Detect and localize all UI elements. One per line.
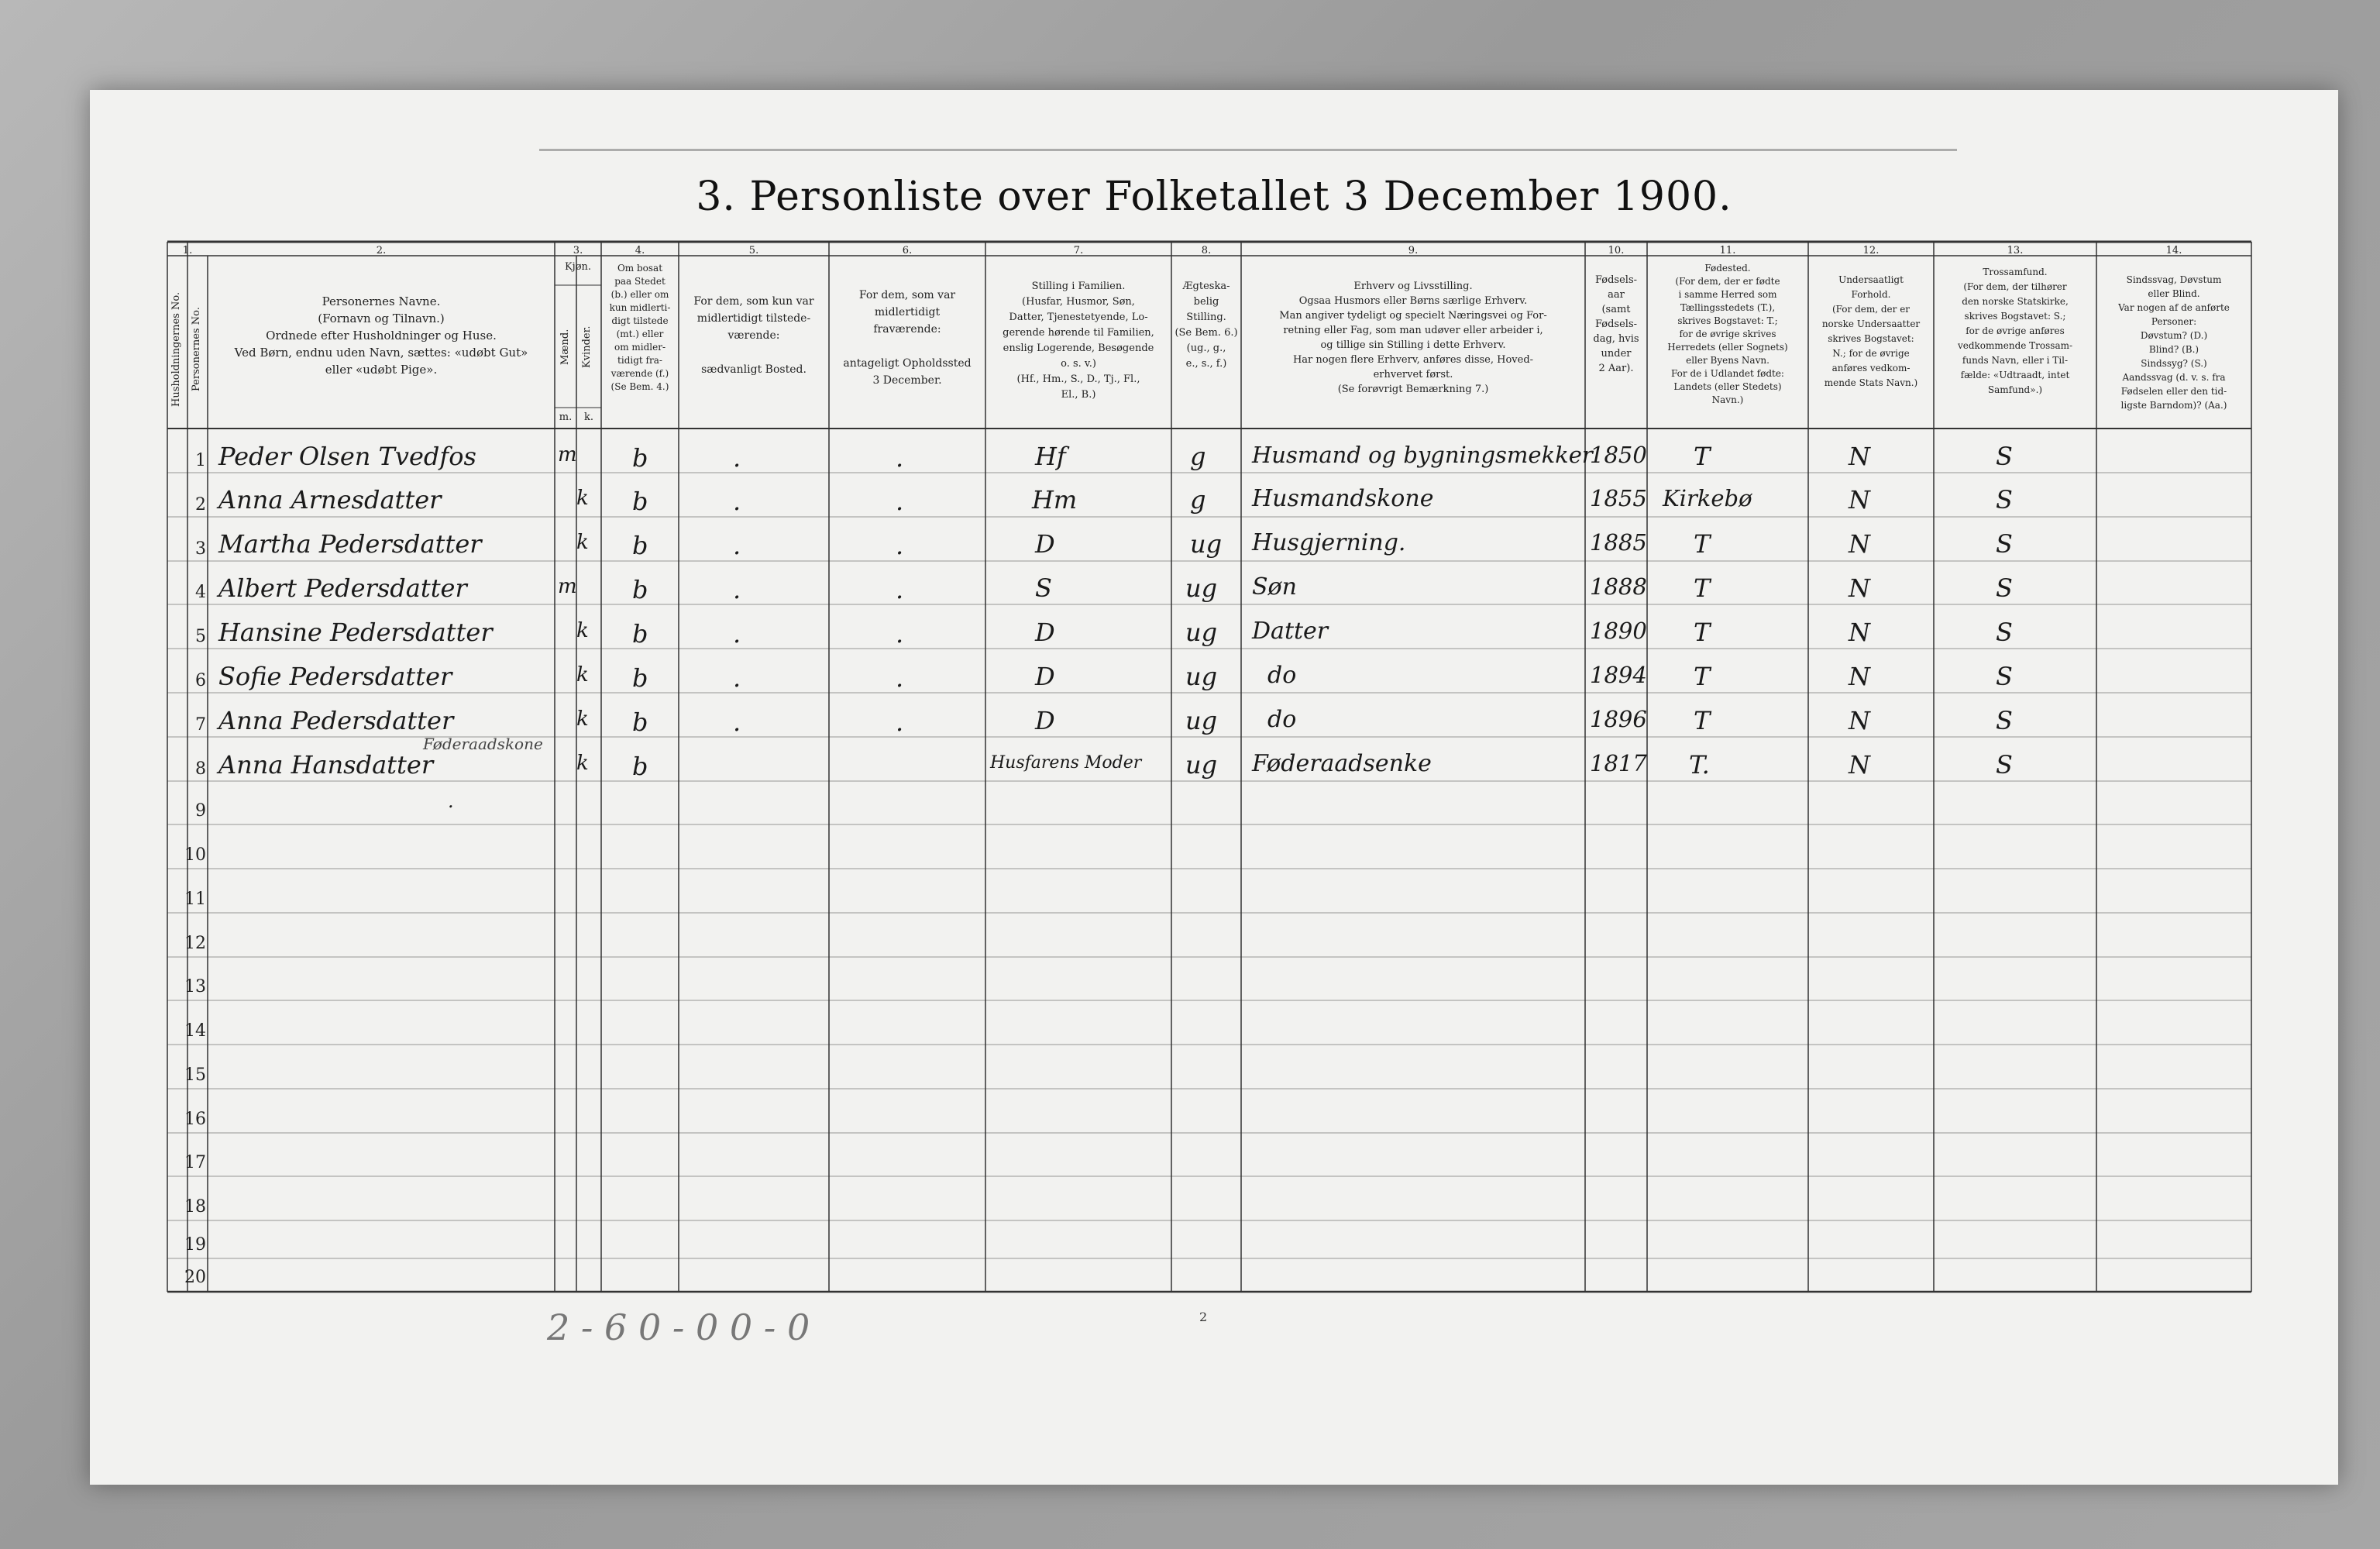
- row8-trossamfund: S: [1996, 750, 2013, 780]
- row8-bosat: b: [632, 752, 648, 781]
- colnum-2: 2.: [376, 245, 387, 256]
- colnum-12: 12.: [1862, 245, 1880, 256]
- row7-fodselsaar: 1896: [1590, 706, 1647, 732]
- row2-stilling: Hm: [1032, 485, 1078, 515]
- row7-col6: .: [896, 707, 904, 737]
- row7-col5: .: [733, 707, 741, 737]
- row8-undersaatlig: N: [1849, 750, 1870, 780]
- row-number-11: 11: [184, 890, 206, 909]
- row5-undersaatlig: N: [1849, 618, 1870, 647]
- row-number-3: 3: [195, 539, 206, 559]
- row4-trossamfund: S: [1996, 573, 2013, 603]
- header-m: m.: [559, 411, 573, 423]
- row1-erhverv: Husmand og bygningsmekker: [1252, 442, 1593, 468]
- row2-egteskab: g: [1190, 485, 1206, 515]
- header-k: k.: [583, 411, 593, 423]
- row4-fodested: T: [1694, 573, 1711, 603]
- row1-fodselsaar: 1850: [1590, 442, 1647, 468]
- row8-erhverv: Føderaadsenke: [1252, 750, 1432, 777]
- row5-col6: .: [896, 619, 904, 649]
- colnum-14: 14.: [2165, 245, 2182, 256]
- row-number-16: 16: [184, 1110, 206, 1129]
- footer-tally: 2 - 6 0 - 0 0 - 0: [547, 1306, 810, 1348]
- row-number-20: 20: [184, 1268, 206, 1287]
- row7-trossamfund: S: [1996, 706, 2013, 735]
- page-number: 2: [1199, 1310, 1208, 1324]
- row6-col6: .: [896, 663, 904, 693]
- row1-col5: .: [733, 443, 741, 473]
- row2-col6: .: [896, 487, 904, 516]
- header-undersaatlig: Undersaatligt Forhold. (For dem, der er norske Undersaatter skrives Bogstavet: N.; for de øvrige anføres vedkom- mende Stats Navn.): [1821, 274, 1921, 388]
- row8-name: Anna Hansdatter: [218, 750, 434, 780]
- row6-name: Sofie Pedersdatter: [218, 662, 452, 691]
- row5-kjon: k: [576, 619, 589, 642]
- row1-fodested: T: [1694, 442, 1711, 471]
- row7-erhverv: do: [1267, 706, 1297, 733]
- row6-egteskab: ug: [1185, 662, 1218, 691]
- row6-trossamfund: S: [1996, 662, 2013, 691]
- row6-fodselsaar: 1894: [1590, 662, 1647, 688]
- header-kjon: Kjøn.: [564, 261, 592, 273]
- row1-undersaatlig: N: [1849, 442, 1870, 471]
- row-number-2: 2: [195, 495, 206, 515]
- row8-kjon: k: [576, 752, 589, 775]
- row6-fodested: T: [1694, 662, 1711, 691]
- row9-dot: .: [448, 790, 454, 812]
- row5-col5: .: [733, 619, 741, 649]
- row7-name: Anna Pedersdatter: [218, 706, 454, 735]
- colnum-1: 1.: [182, 245, 193, 256]
- row1-name: Peder Olsen Tvedfos: [218, 442, 476, 471]
- row-number-4: 4: [195, 583, 206, 602]
- row3-name: Martha Pedersdatter: [218, 529, 482, 559]
- row8-fodselsaar: 1817: [1590, 750, 1647, 776]
- row-number-5: 5: [195, 627, 206, 646]
- row3-fodselsaar: 1885: [1590, 529, 1647, 556]
- row-number-1: 1: [195, 451, 206, 470]
- row3-undersaatlig: N: [1849, 529, 1870, 559]
- row2-col5: .: [733, 487, 741, 516]
- row4-erhverv: Søn: [1252, 573, 1297, 601]
- row5-fodested: T: [1694, 618, 1711, 647]
- row4-egteskab: ug: [1185, 573, 1218, 603]
- row5-trossamfund: S: [1996, 618, 2013, 647]
- row-number-18: 18: [184, 1197, 206, 1217]
- header-col5: For dem, som kun var midlertidigt tilstede- værende: sædvanligt Bosted.: [693, 295, 814, 376]
- colnum-7: 7.: [1073, 245, 1084, 256]
- row7-kjon: k: [576, 707, 589, 731]
- row1-bosat: b: [632, 443, 648, 473]
- row-number-7: 7: [195, 715, 206, 735]
- colnum-11: 11.: [1719, 245, 1736, 256]
- row7-bosat: b: [632, 707, 648, 737]
- row2-undersaatlig: N: [1849, 485, 1870, 515]
- colnum-3: 3.: [573, 245, 583, 256]
- row7-undersaatlig: N: [1849, 706, 1870, 735]
- row3-bosat: b: [632, 531, 648, 560]
- header-fodested: Fødested. (For dem, der er fødte i samme Herred som Tællingsstedets (T.), skrives Bogstavet: T.; for de øvrige skrives Herredets (eller Sognets) eller Byens Navn. For de i Udlandet fødte: Landets (eller Stedets) Navn.): [1667, 263, 1788, 405]
- row3-stilling: D: [1035, 529, 1055, 559]
- header-trossamfund: Trossamfund. (For dem, der tilhører den norske Statskirke, skrives Bogstavet: S.; for de øvrige anføres vedkommende Trossam- funds Navn, eller i Til- fælde: «Udtraadt, intet Samfund».): [1957, 267, 2073, 395]
- row-number-14: 14: [184, 1021, 206, 1041]
- header-husholdning-no: Husholdningernes No.: [170, 291, 182, 408]
- header-sindssvag: Sindssvag, Døvstum eller Blind. Var nogen af de anførte Personer: Døvstum? (D.) Blind? (B.) Sindssyg? (S.) Aandssvag (d. v. s. fra Fødselen eller den tid- ligste Barndom)? (Aa.): [2118, 274, 2230, 411]
- row2-bosat: b: [632, 487, 648, 516]
- row6-bosat: b: [632, 663, 648, 693]
- row4-name: Albert Pedersdatter: [218, 573, 467, 603]
- row2-erhverv: Husmandskone: [1252, 485, 1434, 512]
- row4-undersaatlig: N: [1849, 573, 1870, 603]
- row1-col6: .: [896, 443, 904, 473]
- row-number-19: 19: [184, 1235, 206, 1255]
- census-sheet: [90, 90, 2338, 1485]
- row8-egteskab: ug: [1185, 750, 1218, 780]
- header-person-no: Personernes No.: [191, 307, 202, 392]
- row8-stilling: Husfarens Moder: [990, 753, 1142, 773]
- row4-stilling: S: [1035, 573, 1052, 603]
- colnum-10: 10.: [1608, 245, 1625, 256]
- header-bosat: Om bosat paa Stedet (b.) eller om kun midlerti- digt tilstede (mt.) eller om midler- tidigt fra- værende (f.) (Se Bem. 4.): [609, 263, 671, 392]
- row-number-13: 13: [184, 977, 206, 997]
- row3-col5: .: [733, 531, 741, 560]
- row2-name: Anna Arnesdatter: [218, 485, 442, 515]
- row7-fodested: T: [1694, 706, 1711, 735]
- row-number-6: 6: [195, 671, 206, 690]
- row-number-15: 15: [184, 1065, 206, 1085]
- row6-stilling: D: [1035, 662, 1055, 691]
- row2-fodested: Kirkebø: [1663, 485, 1752, 511]
- row5-erhverv: Datter: [1252, 618, 1329, 645]
- header-col6: For dem, som var midlertidigt fraværende: antageligt Opholdssted 3 December.: [843, 289, 972, 387]
- colnum-8: 8.: [1201, 245, 1212, 256]
- header-egteskab: Ægteska- belig Stilling. (Se Bem. 6.) (ug., g., e., s., f.): [1175, 281, 1238, 370]
- row7-egteskab: ug: [1185, 706, 1218, 735]
- page-title: 3. Personliste over Folketallet 3 December 1900.: [696, 174, 1732, 220]
- colnum-9: 9.: [1408, 245, 1419, 256]
- header-stilling: Stilling i Familien. (Husfar, Husmor, Søn, Datter, Tjenestetyende, Lo- gerende hørende til Familien, enslig Logerende, Besøgende o. s. v.) (Hf., Hm., S., D., Tj., Fl., El., B.): [1003, 281, 1154, 401]
- row-number-10: 10: [184, 845, 206, 865]
- row8-fodested: T.: [1689, 750, 1710, 780]
- row-number-9: 9: [195, 801, 206, 821]
- row2-trossamfund: S: [1996, 485, 2013, 515]
- row5-egteskab: ug: [1185, 618, 1218, 647]
- row6-undersaatlig: N: [1849, 662, 1870, 691]
- header-navn: Personernes Navne. (Fornavn og Tilnavn.) Ordnede efter Husholdninger og Huse. Ved Børn, endnu uden Navn, sættes: «udøbt Gut» eller «udøbt Pige».: [234, 294, 528, 377]
- row1-trossamfund: S: [1996, 442, 2013, 471]
- row-number-12: 12: [184, 934, 206, 953]
- row6-col5: .: [733, 663, 741, 693]
- row3-kjon: k: [576, 531, 589, 554]
- header-fodselsaar: Fødsels- aar (samt Fødsels- dag, hvis under 2 Aar).: [1593, 274, 1639, 374]
- row2-fodselsaar: 1855: [1590, 485, 1647, 511]
- colnum-4: 4.: [635, 245, 645, 256]
- row3-fodested: T: [1694, 529, 1711, 559]
- header-kvinder: Kvinder.: [581, 325, 593, 369]
- row-number-17: 17: [184, 1153, 206, 1172]
- row2-kjon: k: [576, 487, 589, 510]
- row3-col6: .: [896, 531, 904, 560]
- row6-kjon: k: [576, 663, 589, 687]
- colnum-5: 5.: [748, 245, 759, 256]
- row7-stilling: D: [1035, 706, 1055, 735]
- row1-stilling: Hf: [1035, 442, 1066, 471]
- row3-erhverv: Husgjerning.: [1252, 529, 1406, 556]
- colnum-13: 13.: [2007, 245, 2024, 256]
- row1-kjon: m: [558, 443, 577, 466]
- row3-egteskab: ug: [1190, 529, 1223, 559]
- row4-col6: .: [896, 575, 904, 604]
- row8-annotation: Føderaadskone: [423, 735, 543, 753]
- row3-trossamfund: S: [1996, 529, 2013, 559]
- header-maend: Mænd.: [559, 329, 571, 366]
- row5-fodselsaar: 1890: [1590, 618, 1647, 644]
- row5-name: Hansine Pedersdatter: [218, 618, 493, 647]
- row5-stilling: D: [1035, 618, 1055, 647]
- row4-fodselsaar: 1888: [1590, 573, 1647, 600]
- header-erhverv: Erhverv og Livsstilling. Ogsaa Husmors eller Børns særlige Erhverv. Man angiver tydeligt og specielt Næringsvei og For- retning eller Fag, som man udøver eller arbeider i, og tillige sin Stilling i dette Erhverv. Har nogen flere Erhverv, anføres disse, Hoved- erhvervet først. (Se forøvrigt Bemærkning 7.): [1279, 281, 1547, 395]
- row5-bosat: b: [632, 619, 648, 649]
- row-number-8: 8: [195, 759, 206, 779]
- row1-egteskab: g: [1190, 442, 1206, 471]
- row4-col5: .: [733, 575, 741, 604]
- colnum-6: 6.: [902, 245, 913, 256]
- row4-kjon: m: [558, 575, 577, 598]
- row6-erhverv: do: [1267, 662, 1297, 689]
- row4-bosat: b: [632, 575, 648, 604]
